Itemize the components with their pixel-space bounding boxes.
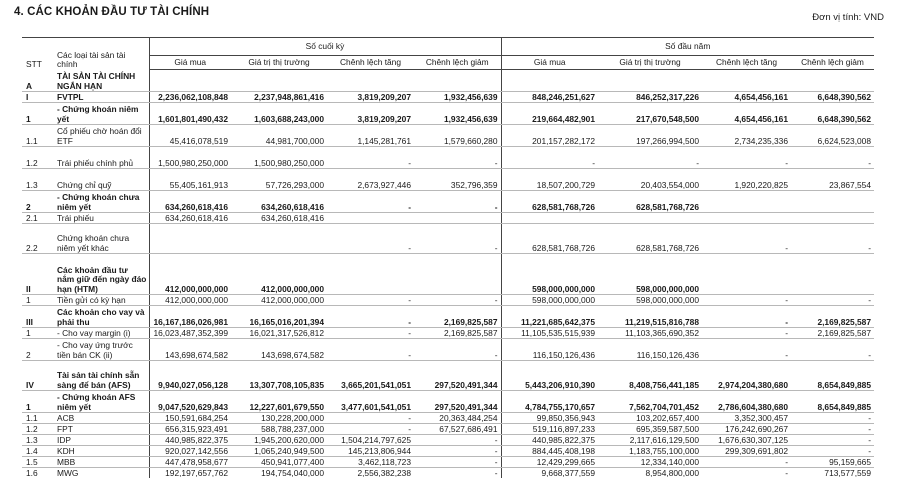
row-value-cell: 2,236,062,108,848	[149, 92, 231, 103]
row-value-cell: -	[327, 328, 414, 339]
row-value-cell: 519,116,897,233	[501, 424, 598, 435]
row-value-cell: -	[414, 147, 501, 169]
row-value-cell: 20,403,554,000	[598, 169, 702, 191]
row-value-cell: -	[791, 413, 874, 424]
row-value-cell: 2,169,825,587	[414, 306, 501, 328]
row-stt: 1.4	[22, 446, 53, 457]
table-row	[22, 191, 874, 213]
table-row	[22, 213, 874, 224]
row-asset-name: FVTPL	[53, 92, 149, 103]
row-value-cell: -	[791, 446, 874, 457]
row-value-cell: 1,676,630,307,125	[702, 435, 791, 446]
row-value-cell: -	[414, 191, 501, 213]
row-value-cell	[702, 70, 791, 92]
row-value-cell: 1,945,200,620,000	[231, 435, 327, 446]
row-value-cell: 412,000,000,000	[149, 295, 231, 306]
row-value-cell: 412,000,000,000	[231, 254, 327, 295]
row-asset-name: - Chứng khoán niêm yết	[53, 103, 149, 125]
row-value-cell: 57,726,293,000	[231, 169, 327, 191]
row-value-cell: -	[414, 295, 501, 306]
row-value-cell: 628,581,768,726	[501, 191, 598, 213]
row-value-cell: 12,429,299,665	[501, 457, 598, 468]
row-value-cell: 130,228,200,000	[231, 413, 327, 424]
row-value-cell: 884,445,408,198	[501, 446, 598, 457]
row-value-cell: 1,932,456,639	[414, 103, 501, 125]
row-stt: IV	[22, 361, 53, 391]
row-stt: A	[22, 70, 53, 92]
row-value-cell: 99,850,356,943	[501, 413, 598, 424]
row-value-cell: -	[785, 467, 788, 478]
row-value-cell: 1,500,980,250,000	[149, 147, 231, 169]
row-value-cell: 11,221,685,642,375	[501, 306, 598, 328]
row-stt: 1.1	[22, 125, 53, 147]
row-value-cell: 628,581,768,726	[501, 224, 598, 254]
row-value-cell: 598,000,000,000	[598, 295, 702, 306]
row-stt: 1.1	[22, 413, 53, 424]
table-body	[22, 70, 874, 479]
row-value-cell: -	[702, 224, 791, 254]
row-value-cell: 5,443,206,910,390	[501, 361, 598, 391]
row-stt: 1.2	[22, 147, 53, 169]
row-asset-name: - Cho vay ứng trước tiền bán CK (ii)	[53, 339, 149, 361]
table-row	[22, 224, 874, 254]
row-asset-name: MWG	[57, 467, 79, 478]
row-asset-name: Chứng khoán chưa niêm yết khác	[53, 224, 149, 254]
row-value-cell: -	[327, 413, 414, 424]
row-stt: I	[22, 92, 53, 103]
row-value-cell: 18,507,200,729	[501, 169, 598, 191]
row-value-cell: 447,478,958,677	[149, 457, 231, 468]
row-value-cell: -	[327, 424, 414, 435]
row-value-cell: 1,145,281,761	[327, 125, 414, 147]
row-value-cell	[327, 254, 414, 295]
row-stt: 1.2	[22, 424, 53, 435]
row-value-cell: 13,307,708,105,835	[231, 361, 327, 391]
row-value-cell: -	[494, 467, 498, 478]
header-stt: STT	[22, 38, 53, 70]
row-value-cell: 20,363,484,254	[414, 413, 501, 424]
row-value-cell: 4,654,456,161	[702, 92, 791, 103]
table-row	[22, 147, 874, 169]
row-value-cell: 8,654,849,885	[791, 361, 874, 391]
row-value-cell: -	[702, 306, 791, 328]
row-value-cell: -	[702, 339, 791, 361]
row-value-cell: 3,352,300,457	[702, 413, 791, 424]
row-value-cell: 1,932,456,639	[414, 92, 501, 103]
row-value-cell	[702, 254, 791, 295]
row-asset-name: TÀI SẢN TÀI CHÍNH NGẮN HẠN	[53, 70, 149, 92]
row-asset-name: - Chứng khoán AFS niêm yết	[53, 391, 149, 413]
row-value-cell: 3,819,209,207	[327, 103, 414, 125]
table-row	[22, 391, 874, 413]
row-value-cell: 8,408,756,441,185	[598, 361, 702, 391]
row-value-cell: 45,416,078,519	[149, 125, 231, 147]
row-value-cell: 9,668,377,559	[501, 468, 598, 479]
row-value-cell: 1,579,660,280	[414, 125, 501, 147]
row-stt: 1.3	[22, 435, 53, 446]
table-row	[22, 339, 874, 361]
row-value-cell	[791, 70, 874, 92]
row-value-cell: -	[414, 457, 501, 468]
row-value-cell: 848,246,251,627	[501, 92, 598, 103]
row-value-cell: 143,698,674,582	[231, 339, 327, 361]
row-value-cell: 588,788,237,000	[231, 424, 327, 435]
row-value-cell	[598, 213, 702, 224]
row-value-cell: 598,000,000,000	[598, 254, 702, 295]
header-col-decrease: Chênh lệch giảm	[414, 56, 501, 70]
row-value-cell: 4,784,755,170,657	[501, 391, 598, 413]
row-value-cell: 143,698,674,582	[149, 339, 231, 361]
row-asset-name: Các khoản cho vay và phải thu	[53, 306, 149, 328]
row-value-cell	[501, 70, 598, 92]
header-col-increase: Chênh lệch tăng	[702, 56, 791, 70]
row-value-cell: 1,504,214,797,625	[327, 435, 414, 446]
row-stt: 1.6	[26, 467, 38, 478]
row-value-cell: 11,105,535,515,939	[501, 328, 598, 339]
row-asset-name: Tiền gửi có kỳ hạn	[53, 295, 149, 306]
row-value-cell: 116,150,126,436	[598, 339, 702, 361]
row-value-cell: 176,242,690,267	[702, 424, 791, 435]
row-value-cell: 2,169,825,587	[791, 328, 874, 339]
row-value-cell: 628,581,768,726	[598, 224, 702, 254]
row-asset-name: KDH	[53, 446, 149, 457]
row-value-cell: -	[791, 295, 874, 306]
row-value-cell: 846,252,317,226	[598, 92, 702, 103]
row-value-cell	[149, 70, 231, 92]
row-value-cell: 656,315,923,491	[149, 424, 231, 435]
row-value-cell	[791, 191, 874, 213]
table-row	[22, 328, 874, 339]
row-value-cell: -	[327, 306, 414, 328]
row-value-cell	[702, 191, 791, 213]
row-stt: 2.1	[22, 213, 53, 224]
table-row	[22, 295, 874, 306]
row-asset-name: Chứng chỉ quỹ	[53, 169, 149, 191]
row-value-cell	[231, 224, 327, 254]
row-value-cell: 2,169,825,587	[791, 306, 874, 328]
row-value-cell: 16,165,016,201,394	[231, 306, 327, 328]
row-value-cell: -	[702, 147, 791, 169]
row-value-cell: 440,985,822,375	[149, 435, 231, 446]
row-value-cell: 598,000,000,000	[501, 254, 598, 295]
row-value-cell: -	[702, 457, 791, 468]
row-value-cell	[414, 213, 501, 224]
row-value-cell: 412,000,000,000	[231, 295, 327, 306]
row-value-cell: 3,665,201,541,051	[327, 361, 414, 391]
table-row	[22, 306, 874, 328]
row-asset-name: Các khoản đầu tư nắm giữ đến ngày đáo hạn (HTM)	[53, 254, 149, 295]
row-value-cell: -	[791, 224, 874, 254]
row-value-cell: -	[791, 424, 874, 435]
row-value-cell	[414, 70, 501, 92]
row-value-cell: 197,266,994,500	[598, 125, 702, 147]
header-col-market: Giá trị thị trường	[598, 56, 702, 70]
row-value-cell: 16,021,317,526,812	[231, 328, 327, 339]
header-begin-period: Số đầu năm	[501, 38, 874, 56]
row-value-cell: 11,219,515,816,788	[598, 306, 702, 328]
row-value-cell: 116,150,126,436	[501, 339, 598, 361]
row-value-cell: 2,734,235,336	[702, 125, 791, 147]
row-value-cell: 194,754,040,000	[261, 467, 324, 478]
header-asset-type: Các loại tài sản tài chính	[53, 38, 149, 70]
table-row	[22, 92, 874, 103]
row-value-cell: 297,520,491,344	[414, 361, 501, 391]
row-stt: 2	[22, 191, 53, 213]
row-value-cell: -	[791, 339, 874, 361]
row-value-cell: 713,577,559	[824, 467, 871, 478]
investment-table	[22, 37, 874, 478]
row-value-cell	[791, 213, 874, 224]
table-row	[22, 125, 874, 147]
row-stt: 2.2	[22, 224, 53, 254]
row-value-cell	[231, 70, 327, 92]
row-value-cell: 44,981,700,000	[231, 125, 327, 147]
table-row	[22, 361, 874, 391]
row-value-cell	[149, 224, 231, 254]
table-row	[22, 424, 874, 435]
row-value-cell: 6,648,390,562	[791, 103, 874, 125]
row-value-cell: -	[327, 339, 414, 361]
row-value-cell: -	[791, 147, 874, 169]
table-row	[22, 435, 874, 446]
row-value-cell: -	[501, 147, 598, 169]
row-value-cell	[598, 70, 702, 92]
table-row	[22, 446, 874, 457]
row-value-cell: 4,654,456,161	[702, 103, 791, 125]
row-value-cell: 1,500,980,250,000	[231, 147, 327, 169]
row-value-cell: 11,103,365,690,352	[598, 328, 702, 339]
row-value-cell: 352,796,359	[414, 169, 501, 191]
row-value-cell: 634,260,618,416	[149, 191, 231, 213]
row-stt: II	[22, 254, 53, 295]
header-end-period: Số cuối kỳ	[149, 38, 501, 56]
row-value-cell: 3,477,601,541,051	[327, 391, 414, 413]
row-value-cell: -	[414, 435, 501, 446]
row-value-cell: 1,920,220,825	[702, 169, 791, 191]
row-value-cell: 55,405,161,913	[149, 169, 231, 191]
row-stt: 1	[22, 295, 53, 306]
unit-label: Đơn vị tính: VND	[812, 12, 884, 23]
row-value-cell: 2,169,825,587	[414, 328, 501, 339]
row-stt: 1	[22, 391, 53, 413]
row-value-cell: 67,527,686,491	[414, 424, 501, 435]
row-stt: 2	[22, 339, 53, 361]
row-value-cell: 9,940,027,056,128	[149, 361, 231, 391]
row-value-cell: 23,867,554	[791, 169, 874, 191]
row-value-cell: 2,673,927,446	[327, 169, 414, 191]
row-value-cell: -	[327, 224, 414, 254]
row-value-cell: -	[414, 446, 501, 457]
table-row	[22, 468, 874, 479]
row-value-cell	[791, 254, 874, 295]
row-asset-name: IDP	[53, 435, 149, 446]
row-value-cell: -	[414, 224, 501, 254]
row-value-cell: 16,167,186,026,981	[149, 306, 231, 328]
row-value-cell: 192,197,657,762	[149, 468, 231, 479]
row-asset-name: FPT	[53, 424, 149, 435]
row-value-cell: -	[327, 147, 414, 169]
row-value-cell: 920,027,142,556	[149, 446, 231, 457]
row-value-cell: 2,117,616,129,500	[598, 435, 702, 446]
row-value-cell: 16,023,487,352,399	[149, 328, 231, 339]
header-row-2	[22, 56, 874, 70]
header-col-market: Giá trị thị trường	[231, 56, 327, 70]
row-value-cell: 2,556,382,238	[357, 467, 411, 478]
row-value-cell: 297,520,491,344	[414, 391, 501, 413]
row-value-cell: -	[702, 295, 791, 306]
row-asset-name: Tài sản tài chính sẵn sàng để bán (AFS)	[53, 361, 149, 391]
row-value-cell	[327, 213, 414, 224]
row-value-cell: 598,000,000,000	[501, 295, 598, 306]
row-value-cell: 9,047,520,629,843	[149, 391, 231, 413]
row-value-cell: 3,462,118,723	[327, 457, 414, 468]
row-value-cell: 1,601,801,490,432	[149, 103, 231, 125]
row-stt: 1	[22, 103, 53, 125]
table-row	[22, 169, 874, 191]
row-value-cell: 412,000,000,000	[149, 254, 231, 295]
row-value-cell: 299,309,691,802	[702, 446, 791, 457]
header-col-decrease: Chênh lệch giảm	[791, 56, 874, 70]
row-value-cell: 150,591,684,254	[149, 413, 231, 424]
row-value-cell: 2,786,604,380,680	[702, 391, 791, 413]
row-value-cell: 103,202,657,400	[598, 413, 702, 424]
row-value-cell: 12,334,140,000	[598, 457, 702, 468]
row-asset-name: ACB	[53, 413, 149, 424]
row-value-cell: 450,941,077,400	[231, 457, 327, 468]
row-value-cell: 695,359,587,500	[598, 424, 702, 435]
row-value-cell: 440,985,822,375	[501, 435, 598, 446]
table-row	[22, 457, 874, 468]
row-value-cell: 12,227,601,679,550	[231, 391, 327, 413]
row-asset-name: - Cho vay margin (i)	[53, 328, 149, 339]
header-col-increase: Chênh lệch tăng	[327, 56, 414, 70]
row-value-cell: 8,954,800,000	[645, 467, 699, 478]
row-asset-name: Trái phiếu chính phủ	[53, 147, 149, 169]
row-value-cell: 201,157,282,172	[501, 125, 598, 147]
row-asset-name: - Chứng khoán chưa niêm yết	[53, 191, 149, 213]
row-value-cell: 7,562,704,701,452	[598, 391, 702, 413]
row-value-cell: 95,159,665	[791, 457, 874, 468]
row-value-cell	[414, 254, 501, 295]
row-value-cell: 6,648,390,562	[791, 92, 874, 103]
row-value-cell	[327, 70, 414, 92]
table-row	[22, 254, 874, 295]
row-asset-name: Trái phiếu	[53, 213, 149, 224]
row-value-cell	[501, 213, 598, 224]
row-value-cell: 634,260,618,416	[231, 191, 327, 213]
row-stt: III	[22, 306, 53, 328]
table-row	[22, 70, 874, 92]
table-row	[22, 103, 874, 125]
row-asset-name: MBB	[53, 457, 149, 468]
row-asset-name: Cổ phiếu chờ hoán đổi ETF	[53, 125, 149, 147]
header-col-purchase: Giá mua	[149, 56, 231, 70]
row-value-cell: -	[327, 295, 414, 306]
row-stt: 1	[22, 328, 53, 339]
row-value-cell: -	[327, 191, 414, 213]
row-value-cell: 3,819,209,207	[327, 92, 414, 103]
row-value-cell: 1,603,688,243,000	[231, 103, 327, 125]
row-value-cell: 1,065,240,949,500	[231, 446, 327, 457]
row-value-cell: 634,260,618,416	[231, 213, 327, 224]
row-value-cell: -	[414, 339, 501, 361]
row-value-cell: 219,664,482,901	[501, 103, 598, 125]
section-title: 4. CÁC KHOẢN ĐẦU TƯ TÀI CHÍNH	[14, 6, 210, 18]
row-stt: 1.3	[22, 169, 53, 191]
table-row	[22, 413, 874, 424]
row-value-cell: -	[791, 435, 874, 446]
row-value-cell: 8,654,849,885	[791, 391, 874, 413]
row-value-cell: 634,260,618,416	[149, 213, 231, 224]
row-value-cell: 217,670,548,500	[598, 103, 702, 125]
row-value-cell	[702, 213, 791, 224]
row-value-cell: 6,624,523,008	[791, 125, 874, 147]
header-row-1	[22, 38, 874, 56]
row-value-cell: 145,213,806,944	[327, 446, 414, 457]
row-value-cell: 628,581,768,726	[598, 191, 702, 213]
row-value-cell: 2,974,204,380,680	[702, 361, 791, 391]
header-col-purchase: Giá mua	[501, 56, 598, 70]
row-value-cell: -	[702, 328, 791, 339]
row-value-cell: 2,237,948,861,416	[231, 92, 327, 103]
row-value-cell: 1,183,755,100,000	[598, 446, 702, 457]
row-value-cell: -	[598, 147, 702, 169]
row-stt: 1.5	[22, 457, 53, 468]
